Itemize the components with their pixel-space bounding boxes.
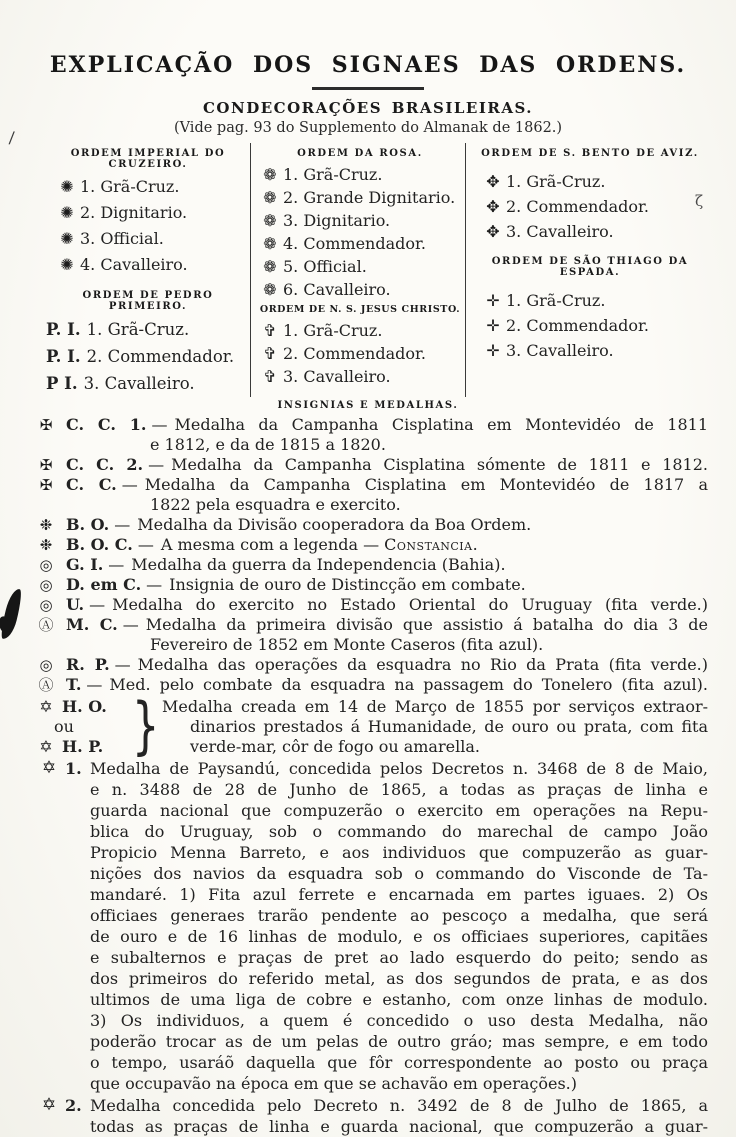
order-item-label: 4. Cavalleiro.	[80, 255, 188, 274]
medal-label: G. I.	[66, 555, 104, 574]
christo-cross-icon: ✞	[263, 344, 277, 363]
order-item-label: 2. Commendador.	[506, 197, 649, 216]
rosa-badge-icon: ❁	[263, 211, 277, 230]
medal-text: Medalha da Campanha Cisplatina sómente de 1811 e 1812.	[171, 455, 708, 474]
rosa-badge-icon: ❁	[263, 234, 277, 253]
order-item-label: 2. Dignitario.	[80, 203, 188, 222]
column-cruzeiro-pedro	[46, 143, 251, 397]
order-item-prefix: P. I.	[46, 320, 81, 339]
dash: —	[121, 475, 138, 494]
medal-text: e subalternos e praças de pret ao lado esquerdo do peito; sendo as	[90, 948, 708, 967]
order-header-cruzeiro: ORDEM IMPERIAL DO CRUZEIRO.	[70, 148, 226, 170]
medal-text: todas as praças de linha e guarda nacional, que compuzerão a guar-	[90, 1117, 708, 1136]
order-item	[255, 365, 465, 388]
medal-text: Medalha da guerra da Independencia (Bahia).	[131, 555, 506, 574]
order-item-label: 3. Cavalleiro.	[83, 374, 195, 393]
rosa-badge-icon: ❁	[263, 188, 277, 207]
order-item-label: 2. Commendador.	[86, 347, 235, 366]
dash: —	[114, 655, 131, 674]
order-item-prefix: P. I.	[46, 347, 81, 366]
cruzeiro-rosette-icon: ✺	[60, 255, 74, 274]
order-item	[46, 200, 250, 226]
medal-text: officiaes generaes trarão pendente ao pescoço a medalha, que será	[90, 906, 708, 925]
order-item-label: 3. Cavalleiro.	[283, 367, 391, 386]
medal-entry	[32, 535, 708, 555]
medal-row	[32, 737, 128, 757]
column-aviz-thiago	[466, 143, 708, 397]
rosa-badge-icon: ❁	[263, 165, 277, 184]
medal-label: C. C.	[66, 475, 117, 494]
cruzeiro-rosette-icon: ✺	[60, 177, 74, 196]
medal-text: A mesma com a legenda —	[160, 535, 380, 554]
order-header-pedro-primeiro: ORDEM DE PEDRO PRIMEIRO.	[82, 290, 214, 312]
dash: —	[89, 595, 106, 614]
medal-entry	[32, 615, 708, 655]
paysandu-medal-entry	[32, 1095, 708, 1137]
humanidade-text	[154, 697, 708, 757]
scan-slash-mark: /	[8, 127, 16, 148]
medal-legend: Constancia.	[384, 535, 479, 554]
medal-entry	[32, 595, 708, 615]
order-item-label: 1. Grã-Cruz.	[283, 165, 383, 184]
medal-label: C. C. 1.	[66, 415, 147, 434]
order-item-label: 5. Official.	[283, 257, 367, 276]
order-item-label: 2. Commendador.	[283, 344, 426, 363]
double-circle-medal-icon: ◎	[39, 576, 53, 594]
boa-ordem-cross-medal-icon: ❉	[39, 536, 53, 554]
dash: —	[146, 575, 163, 594]
medal-text: e n. 3488 de 28 de Junho de 1865, a todas as praças de linha e	[90, 780, 708, 799]
medal-label: H. O.	[62, 697, 107, 716]
order-item	[472, 169, 708, 194]
paysandu-medal-entry	[32, 758, 708, 1094]
order-header-rosa: ORDEM DA ROSA.	[297, 148, 423, 159]
medal-entry	[32, 655, 708, 675]
order-item	[46, 370, 250, 397]
order-item	[255, 319, 465, 342]
medal-text: Medalha creada em 14 de Março de 1855 por serviços extraor-	[162, 697, 708, 716]
order-header-bento-aviz: ORDEM DE S. BENTO DE AVIZ.	[481, 148, 699, 159]
medal-text: Medalha da Campanha Cisplatina em Montevidéo de 1817 a	[144, 475, 708, 494]
cruzeiro-rosette-icon: ✺	[60, 229, 74, 248]
order-item	[472, 313, 708, 338]
medal-text: nições dos navios da esquadra sob o commando do Visconde de Ta-	[90, 864, 708, 883]
boa-ordem-cross-medal-icon: ❉	[39, 516, 53, 534]
title-rule	[312, 87, 424, 90]
order-item	[255, 255, 465, 278]
order-item	[255, 163, 465, 186]
medal-text: de ouro e de 16 linhas de modulo, e os officiaes superiores, capitães	[90, 927, 708, 946]
medal-label: U.	[66, 595, 85, 614]
order-item	[472, 194, 708, 219]
dash: —	[122, 615, 139, 634]
order-item	[472, 219, 708, 244]
medal-text: Medalha da Campanha Cisplatina em Montevidéo de 1811	[174, 415, 708, 434]
medal-text: ultimos de uma liga de cobre e estanho, com onze linhas de modulo.	[90, 990, 708, 1009]
medal-text: guarda nacional que compuzerão o exercito em operações na Repu-	[90, 801, 708, 820]
order-item-label: 3. Official.	[80, 229, 164, 248]
order-item-prefix: P I.	[46, 374, 78, 393]
medal-text: Propicio Menna Barreto, e aos individuos que compuzerão as guar-	[90, 843, 708, 862]
order-item	[255, 232, 465, 255]
aviz-cross-icon: ✥	[486, 222, 500, 241]
star-medal-icon: ✡	[39, 697, 53, 716]
order-item-label: 6. Cavalleiro.	[283, 280, 391, 299]
grouping-brace: }	[131, 689, 160, 762]
medal-number: 2.	[65, 1096, 82, 1115]
order-item	[46, 252, 250, 278]
medal-text: 1822 pela esquadra e exercito.	[150, 495, 401, 514]
medal-text: dinarios prestados á Humanidade, de ouro ou prata, com fita	[190, 717, 708, 736]
order-item-label: 1. Grã-Cruz.	[506, 172, 606, 191]
orders-columns	[46, 143, 708, 397]
medal-text: Insignia de ouro de Distincção em combate.	[169, 575, 526, 594]
christo-cross-icon: ✞	[263, 321, 277, 340]
order-item-label: 3. Cavalleiro.	[506, 222, 614, 241]
dash: —	[86, 675, 103, 694]
medal-label: D. em C.	[66, 575, 142, 594]
rosa-badge-icon: ❁	[263, 280, 277, 299]
paysandu-text	[90, 1095, 708, 1137]
order-item	[255, 186, 465, 209]
medals-list	[32, 415, 708, 1137]
medal-label: R. P.	[66, 655, 110, 674]
medal-entry	[32, 575, 708, 595]
order-item	[46, 343, 250, 370]
order-item-label: 2. Commendador.	[506, 316, 649, 335]
medal-text: verde-mar, côr de fogo ou amarella.	[190, 737, 480, 756]
circled-a-medal-icon: Ⓐ	[38, 676, 54, 694]
dash: —	[114, 515, 131, 534]
medal-row	[32, 697, 128, 717]
medal-text: blica do Uruguay, sob o commando do marechal de campo João	[90, 822, 708, 841]
order-item-label: 1. Grã-Cruz.	[86, 320, 190, 339]
cruzeiro-rosette-icon: ✺	[60, 203, 74, 222]
rosa-badge-icon: ❁	[263, 257, 277, 276]
medal-text: que occupavão na época em que se achavão em operações.)	[90, 1074, 577, 1093]
medal-label: M. C.	[66, 615, 118, 634]
star-medal-icon: ✡	[39, 737, 53, 756]
medal-text: Medalha concedida pelo Decreto n. 3492 de 8 de Julho de 1865, a	[90, 1096, 708, 1115]
medal-text: Fevereiro de 1852 em Monte Caseros (fita azul).	[150, 635, 544, 654]
thiago-cross-icon: ✛	[486, 291, 500, 310]
order-item	[255, 342, 465, 365]
order-item	[255, 278, 465, 301]
christo-cross-icon: ✞	[263, 367, 277, 386]
medal-text: Med. pelo combate da esquadra na passagem do Tonelero (fita azul).	[109, 675, 708, 694]
medal-text: 3) Os individuos, a quem é concedido o uso desta Medalha, não	[90, 1011, 708, 1030]
medal-label: B. O.	[66, 515, 110, 534]
order-item-label: 1. Grã-Cruz.	[283, 321, 383, 340]
order-item	[46, 316, 250, 343]
medal-label: H. P.	[62, 737, 104, 756]
medal-text: Medalha da Divisão cooperadora da Boa Ordem.	[137, 515, 532, 534]
medal-entry	[32, 455, 708, 475]
thiago-cross-icon: ✛	[486, 341, 500, 360]
medal-text: o tempo, usaráõ daquella que fôr correspondente ao posto ou praça	[90, 1053, 708, 1072]
dash: —	[148, 455, 165, 474]
order-item-label: 1. Grã-Cruz.	[506, 291, 606, 310]
star-medal-icon: ✡	[41, 758, 57, 778]
scan-squiggle-mark: ζ	[695, 192, 704, 210]
medal-entry	[32, 475, 708, 515]
medal-entry	[32, 415, 708, 455]
medal-entry	[32, 515, 708, 535]
medal-text: Medalha das operações da esquadra no Rio da Prata (fita verde.)	[137, 655, 708, 674]
campanha-cross-medal-icon: ✠	[39, 476, 53, 494]
order-item-label: 3. Cavalleiro.	[506, 341, 614, 360]
medal-text: Medalha de Paysandú, concedida pelos Decretos n. 3468 de 8 de Maio,	[90, 759, 708, 778]
humanidade-labels	[32, 697, 128, 757]
double-circle-medal-icon: ◎	[39, 596, 53, 614]
medal-text: Medalha da primeira divisão que assistio á batalha do dia 3 de	[145, 615, 709, 634]
double-circle-medal-icon: ◎	[39, 556, 53, 574]
column-rosa-christo	[251, 143, 466, 397]
section-title: CONDECORAÇÕES BRASILEIRAS.	[202, 99, 533, 117]
ou-connector: ou	[54, 717, 74, 736]
order-item-label: 4. Commendador.	[283, 234, 426, 253]
dash: —	[151, 415, 168, 434]
aviz-cross-icon: ✥	[486, 197, 500, 216]
medal-label: T.	[66, 675, 82, 694]
order-item-label: 2. Grande Dignitario.	[283, 188, 456, 207]
reference-note: (Vide pag. 93 do Supplemento do Almanak de 1862.)	[173, 120, 563, 136]
dash: —	[108, 555, 125, 574]
paysandu-text	[90, 758, 708, 1094]
order-item-label: 3. Dignitario.	[283, 211, 391, 230]
campanha-cross-medal-icon: ✠	[39, 416, 53, 434]
order-item-label: 1. Grã-Cruz.	[80, 177, 180, 196]
medal-number: 1.	[65, 759, 82, 778]
campanha-cross-medal-icon: ✠	[39, 456, 53, 474]
aviz-cross-icon: ✥	[486, 172, 500, 191]
humanidade-medal-entry	[32, 689, 708, 762]
star-medal-icon: ✡	[41, 1095, 57, 1115]
ink-blot	[0, 587, 24, 641]
medal-label: C. C. 2.	[66, 455, 144, 474]
page-title: EXPLICAÇÃO DOS SIGNAES DAS ORDENS.	[49, 52, 687, 78]
order-item	[472, 338, 708, 363]
order-header-sao-thiago: ORDEM DE SÃO THIAGO DA ESPADA.	[491, 256, 689, 278]
double-circle-medal-icon: ◎	[39, 656, 53, 674]
medals-section-header: INSIGNIAS E MEDALHAS.	[277, 400, 459, 411]
order-header-jesus-christo: ORDEM DE N. S. JESUS CHRISTO.	[259, 304, 461, 315]
order-item	[46, 174, 250, 200]
medal-entry	[32, 555, 708, 575]
dash: —	[137, 535, 154, 554]
medal-text: dos primeiros do referido metal, as dos segundos de prata, e as dos	[90, 969, 708, 988]
medal-text: mandaré. 1) Fita azul ferrete e encarnada em partes iguaes. 2) Os	[90, 885, 708, 904]
medal-label: B. O. C.	[66, 535, 133, 554]
medal-text: poderão trocar as de um pelas de outro gráo; mas sempre, e em todo	[90, 1032, 708, 1051]
thiago-cross-icon: ✛	[486, 316, 500, 335]
medal-text: e 1812, e da de 1815 a 1820.	[150, 435, 386, 454]
circled-a-medal-icon: Ⓐ	[38, 616, 54, 634]
order-item	[46, 226, 250, 252]
order-item	[472, 288, 708, 313]
medal-text: Medalha do exercito no Estado Oriental do Uruguay (fita verde.)	[112, 595, 708, 614]
order-item	[255, 209, 465, 232]
